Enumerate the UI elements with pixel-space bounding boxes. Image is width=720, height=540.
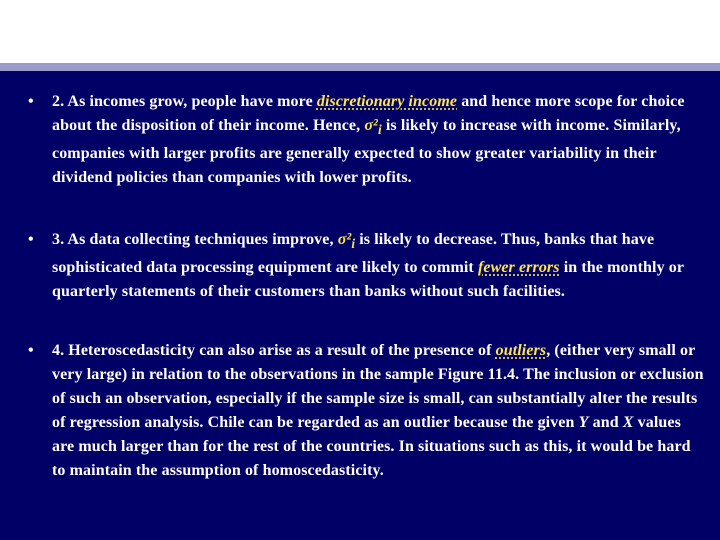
bullet-marker: • xyxy=(28,93,34,110)
text-segment: values are much larger than for the rest of the countries. In situations such as this, it would be hard to maintain the assumption of homoscedasticity. xyxy=(52,414,691,479)
title-divider xyxy=(0,63,720,71)
highlight-term: outliers xyxy=(495,342,547,359)
bullet-marker: • xyxy=(28,342,34,359)
text-segment: is likely to decrease. Thus, banks that have sophisticated data processing equipment are likely to commit xyxy=(52,231,655,277)
variable-y: Y xyxy=(578,414,589,431)
slide-body xyxy=(0,71,720,540)
text-segment: 3. As data collecting techniques improve, xyxy=(52,231,338,248)
bullet-text xyxy=(52,90,704,190)
sigma-squared: σ² xyxy=(364,117,378,134)
text-segment: 2. As incomes grow, people have more xyxy=(52,93,317,110)
bullet-marker: • xyxy=(28,231,34,248)
sigma-symbol xyxy=(337,231,356,252)
sigma-symbol xyxy=(364,117,382,138)
text-segment: is likely to increase with income. Similarly, companies with larger profits are generally expected to show greater variability in their dividend policies than companies with lower profits. xyxy=(52,117,681,187)
text-segment: and hence more scope for choice about the disposition of their income. Hence, xyxy=(52,93,685,134)
text-segment: 4. Heteroscedasticity can also arise as a result of the presence of xyxy=(52,342,496,359)
highlight-term: discretionary income xyxy=(316,93,458,110)
text-segment: in the monthly or quarterly statements of their customers than banks without such facilities. xyxy=(52,259,684,301)
sigma-subscript: i xyxy=(351,236,356,252)
highlight-term: fewer errors xyxy=(477,259,560,277)
sigma-squared: σ² xyxy=(337,231,352,248)
sigma-subscript: i xyxy=(377,122,382,138)
variable-x: X xyxy=(622,414,634,431)
slide-title-area xyxy=(0,0,720,62)
bullet-text xyxy=(52,228,704,304)
bullet-text xyxy=(52,339,704,483)
text-segment: , (either very small or very large) in relation to the observations in the sample Figure 11.4. The inclusion or exclusion of such an observation, especially if the sample size is small, can substantially alter the results of regression analysis. Chile can be regarded as an outlier because the given xyxy=(52,342,704,431)
text-segment: and xyxy=(588,414,623,431)
